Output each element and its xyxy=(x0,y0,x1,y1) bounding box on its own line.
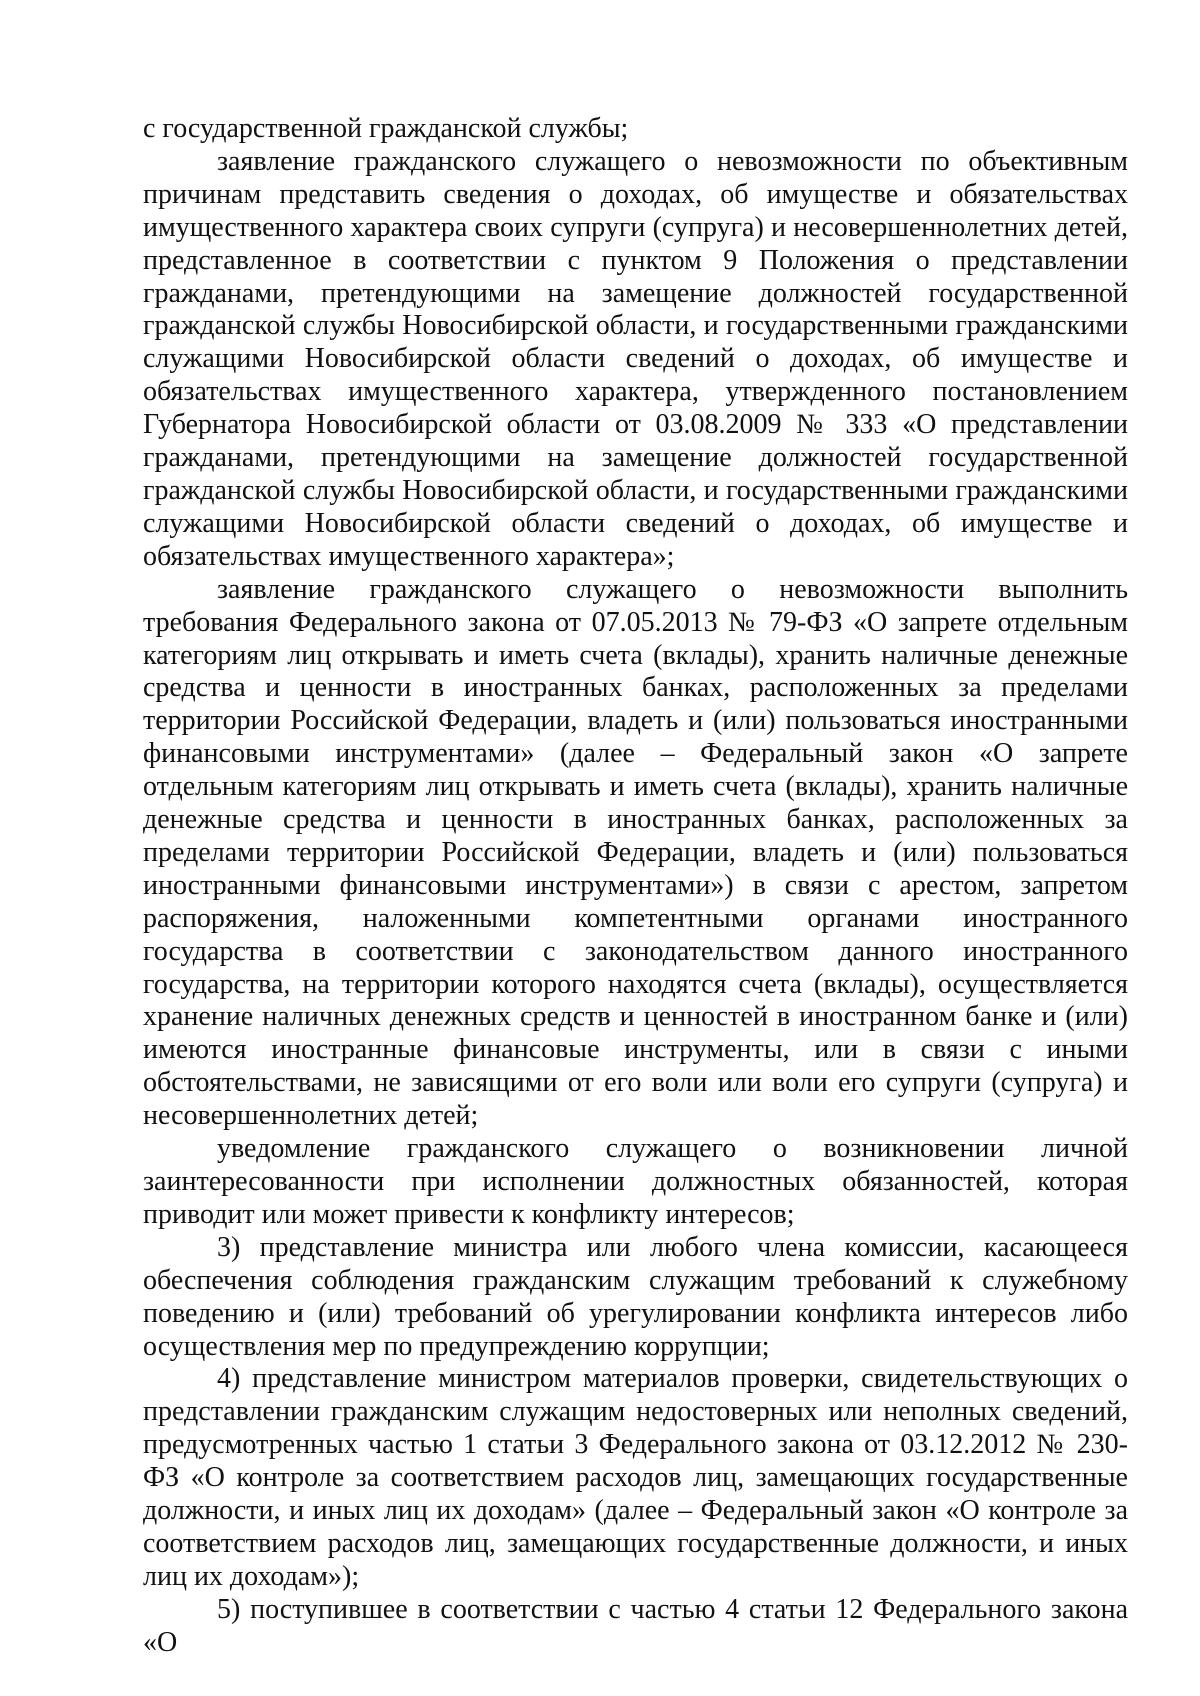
paragraph-notice-conflict-of-interest: уведомление гражданского служащего о возникновении личной заинтересованности при исполнении должностных обязанностей, которая приводит или может привести к конфликту интересов; xyxy=(143,1133,1128,1230)
paragraph-statement-foreign-banks: заявление гражданского служащего о невозможности выполнить требования Федерального закона от 07.05.2013 № 79-ФЗ «О запрете отдельным категориям лиц открывать и иметь счета (вклады), хранить наличные денежные средства и ценности в иностранных банках, расположенных за пределами территории Российской Федерации, владеть и (или) пользоваться иностранными финансовыми инструментами» (далее – Федеральный закон «О запрете отдельным категориям лиц открывать и иметь счета (вклады), хранить наличные денежные средства и ценности в иностранных банках, расположенных за пределами территории Российской Федерации, владеть и (или) пользоваться иностранными финансовыми инструментами») в связи с арестом, запретом распоряжения, наложенными компетентными органами иностранного государства в соответствии с законодательством данного иностранного государства, на территории которого находятся счета (вклады), осуществляется хранение наличных денежных средств и ценностей в иностранном банке и (или) имеются иностранные финансовые инструменты, или в связи с иными обстоятельствами, не зависящими от его воли или воли его супруги (супруга) и несовершеннолетних детей; xyxy=(143,573,1128,1132)
document-body xyxy=(143,113,1128,1660)
paragraph-continuation: с государственной гражданской службы; xyxy=(143,113,629,144)
paragraph-item-3: 3) представление министра или любого члена комиссии, касающееся обеспечения соблюдения гражданским служащим требований к служебному поведению и (или) требований об урегулировании конфликта интересов либо осуществления мер по предупреждению коррупции; xyxy=(143,1231,1128,1362)
paragraph-item-5: 5) поступившее в соответствии с частью 4 статьи 12 Федерального закона «О xyxy=(143,1593,1128,1658)
paragraph-item-4: 4) представление министром материалов проверки, свидетельствующих о представлении гражданским служащим недостоверных или неполных сведений, предусмотренных частью 1 статьи 3 Федерального закона от 03.12.2012 № 230-ФЗ «О контроле за соответствием расходов лиц, замещающих государственные должности, и иных лиц их доходам» (далее – Федеральный закон «О контроле за соответствием расходов лиц, замещающих государственные должности, и иных лиц их доходам»); xyxy=(143,1363,1128,1592)
paragraph-statement-impossibility-income: заявление гражданского служащего о невозможности по объективным причинам представить сведения о доходах, об имуществе и обязательствах имущественного характера своих супруги (супруга) и несовершеннолетних детей, представленное в соответствии с пунктом 9 Положения о представлении гражданами, претендующими на замещение должностей государственной гражданской службы Новосибирской области, и государственными гражданскими служащими Новосибирской области сведений о доходах, об имуществе и обязательствах имущественного характера, утвержденного постановлением Губернатора Новосибирской области от 03.08.2009 № 333 «О представлении гражданами, претендующими на замещение должностей государственной гражданской службы Новосибирской области, и государственными гражданскими служащими Новосибирской области сведений о доходах, об имуществе и обязательствах имущественного характера»; xyxy=(143,145,1128,572)
